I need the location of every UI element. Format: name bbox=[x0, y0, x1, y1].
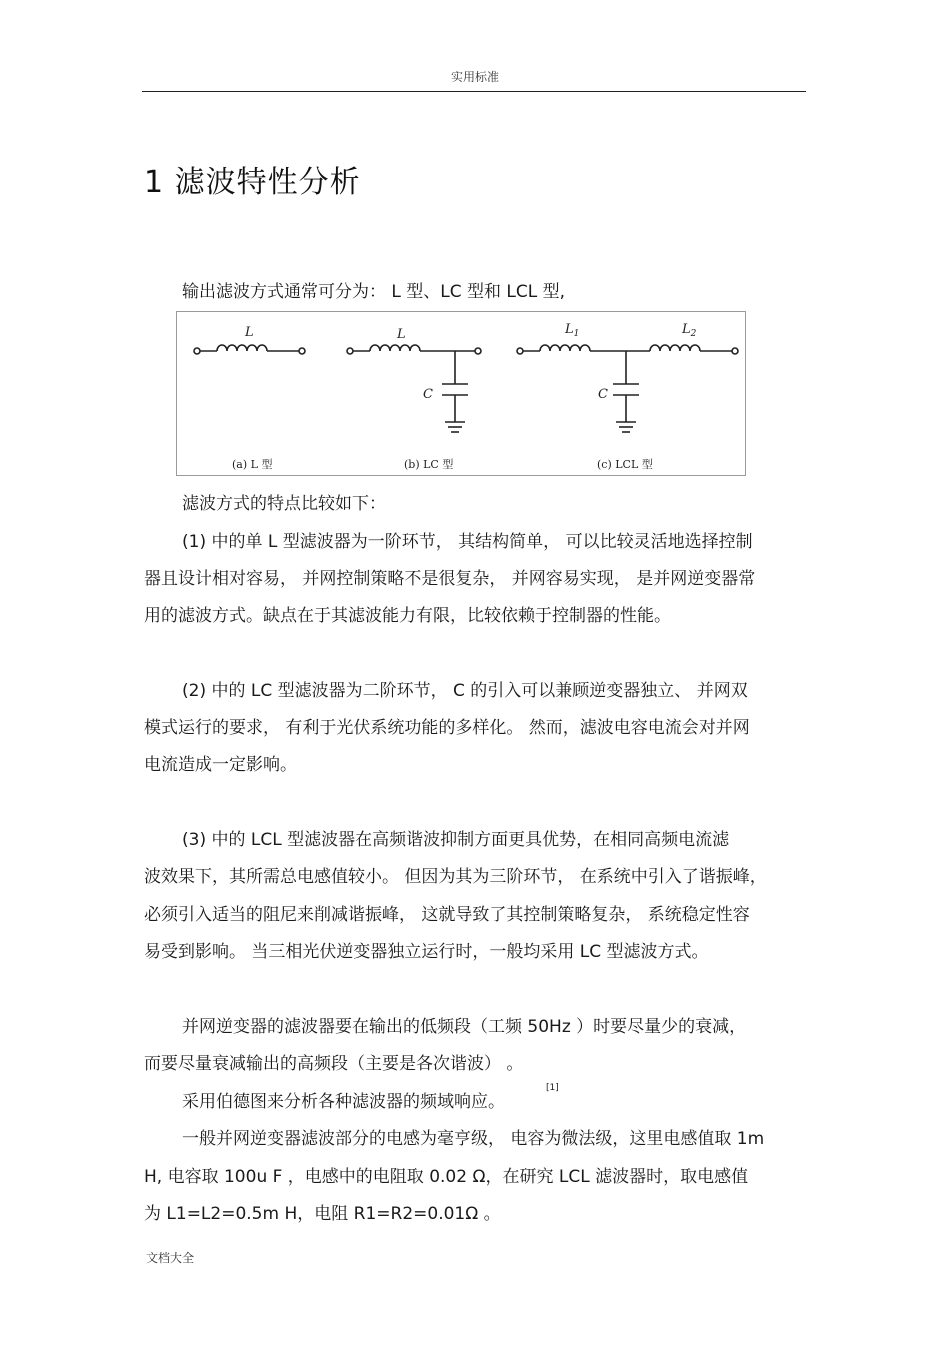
p6-line: 为 L1=L2=0.5m H，电阻 R1=R2=0.01Ω 。 bbox=[144, 1204, 501, 1224]
p4-line: 而要尽量衰减输出的高频段（主要是各次谐波） 。 bbox=[144, 1054, 524, 1074]
circuit-diagram bbox=[177, 312, 745, 475]
p3-line: (3) 中的 LCL 型滤波器在高频谐波抑制方面更具优势，在相同高频电流滤 bbox=[182, 830, 730, 850]
p4-line: 并网逆变器的滤波器要在输出的低频段（工频 50Hz ）时要尽量少的衰减， bbox=[182, 1017, 747, 1037]
p2-line: (2) 中的 LC 型滤波器为二阶环节， C 的引入可以兼顾逆变器独立、 并网双 bbox=[182, 681, 748, 701]
filter-circuit-figure bbox=[176, 311, 746, 476]
label-l1: $L_1$ bbox=[565, 322, 580, 339]
p1-line: (1) 中的单 L 型滤波器为一阶环节， 其结构简单， 可以比较灵活地选择控制 bbox=[182, 532, 753, 552]
p2-line: 模式运行的要求， 有利于光伏系统功能的多样化。 然而，滤波电容电流会对并网 bbox=[144, 718, 750, 738]
page-header: 实用标准 bbox=[450, 70, 499, 84]
p6-line: 一般并网逆变器滤波部分的电感为毫亨级， 电容为微法级，这里电感值取 1m bbox=[182, 1129, 765, 1149]
label-l2: $L_2$ bbox=[682, 322, 697, 339]
section-title: 1 滤波特性分析 bbox=[144, 165, 361, 200]
p2-line: 电流造成一定影响。 bbox=[144, 755, 297, 775]
circuit-lcl-type bbox=[517, 345, 738, 432]
label-c-b: C bbox=[423, 387, 433, 402]
p3-line: 必须引入适当的阻尼来削减谐振峰， 这就导致了其控制策略复杂， 系统稳定性容 bbox=[144, 905, 750, 925]
label-c-c: C bbox=[598, 387, 608, 402]
caption-c: (c) LCL 型 bbox=[597, 458, 653, 471]
page-footer: 文档大全 bbox=[146, 1251, 195, 1265]
p1-line: 用的滤波方式。缺点在于其滤波能力有限，比较依赖于控制器的性能。 bbox=[144, 606, 671, 626]
label-l-b: L bbox=[397, 327, 406, 342]
intro-text: 输出滤波方式通常可分为： L 型、LC 型和 LCL 型, bbox=[182, 282, 566, 302]
p5-text: 采用伯德图来分析各种滤波器的频域响应。 bbox=[182, 1092, 505, 1112]
label-l-a: L bbox=[245, 325, 254, 340]
p3-line: 易受到影响。 当三相光伏逆变器独立运行时，一般均采用 LC 型滤波方式。 bbox=[144, 942, 709, 962]
compare-intro: 滤波方式的特点比较如下： bbox=[182, 494, 386, 514]
header-divider bbox=[142, 91, 806, 92]
p3-line: 波效果下，其所需总电感值较小。 但因为其为三阶环节， 在系统中引入了谐振峰， bbox=[144, 867, 767, 887]
caption-a: (a) L 型 bbox=[232, 458, 273, 471]
p1-line: 器且设计相对容易， 并网控制策略不是很复杂， 并网容易实现， 是并网逆变器常 bbox=[144, 569, 756, 589]
citation-ref: [1] bbox=[546, 1083, 559, 1093]
caption-b: (b) LC 型 bbox=[404, 458, 454, 471]
circuit-lc-type bbox=[347, 345, 481, 432]
p6-line: H, 电容取 100u F ，电感中的电阻取 0.02 Ω，在研究 LCL 滤波器时，取电感值 bbox=[144, 1167, 749, 1187]
circuit-l-type bbox=[194, 345, 305, 354]
